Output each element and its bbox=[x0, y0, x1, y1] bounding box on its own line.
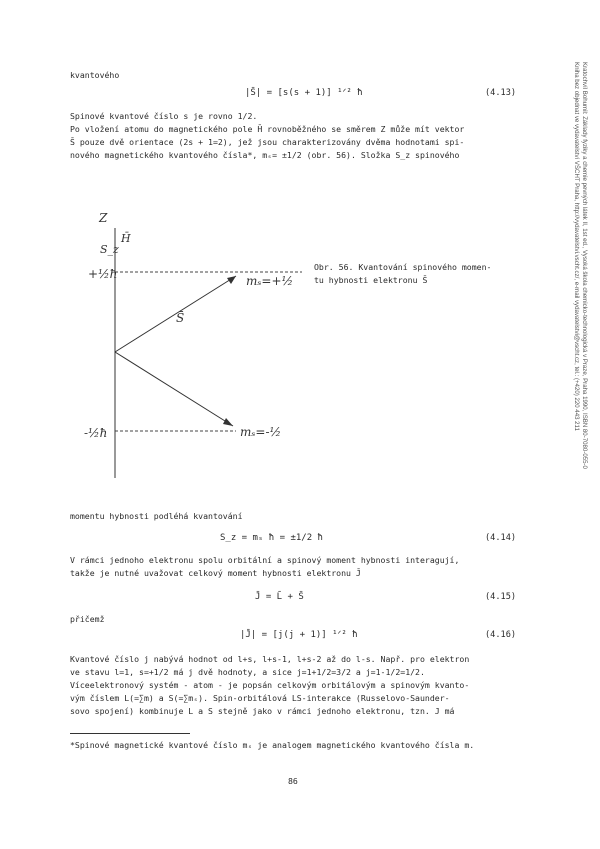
equation-4-14: S_z = mₛ ħ = ±1/2 ħ bbox=[220, 533, 323, 543]
page-number: 86 bbox=[288, 776, 298, 786]
word-pricemz: přičemž bbox=[70, 614, 105, 624]
text-line: Po vložení atomu do magnetického pole H̄ rovnoběžného se směrem Z může mít vektor bbox=[70, 124, 465, 134]
equation-4-13: |S̄| = [s(s + 1)] ¹ᐟ² ħ bbox=[245, 88, 363, 98]
text-line: takže je nutné uvažovat celkový moment hybnosti elektronu J̄ bbox=[70, 568, 361, 578]
equation-number-4-13: (4.13) bbox=[485, 88, 517, 98]
equation-number-4-16: (4.16) bbox=[485, 630, 517, 640]
equation-number-4-14: (4.14) bbox=[485, 533, 517, 543]
text-line: sovo spojení) kombinuje L a S stejně jako v rámci jednoho elektronu, tzn. J má bbox=[70, 706, 455, 716]
sidebar-line-2: Kniha bez objednat ve vydavatelství VŠCHT Praha, http://vydavatelstvi.vscht.cz/, e-mail vydavatelstvi@vscht.cz, tel.: (+420) 220 443 211 bbox=[573, 62, 580, 431]
text-line: Kvantové číslo j nabývá hodnot od l+s, l+s-1, l+s-2 až do l-s. Např. pro elektron bbox=[70, 654, 470, 664]
text-line: Víceelektronový systém - atom - je popsán celkovým orbitálovým a spinovým kvanto- bbox=[70, 680, 470, 690]
z-axis-label: Z bbox=[99, 211, 108, 225]
caption-line-1: Obr. 56. Kvantování spinového momen- bbox=[314, 262, 492, 272]
text-line: vým číslem L(=∑m) a S(=∑mₛ). Spin-orbitálová LS-interakce (Russelovo-Saunder- bbox=[70, 693, 450, 703]
s-vector-label: S̄ bbox=[176, 311, 185, 325]
intro-word: kvantového bbox=[70, 70, 120, 80]
field-h-label: H̄ bbox=[121, 232, 131, 245]
minus-half-label: -½ħ bbox=[84, 426, 108, 440]
footnote-rule bbox=[70, 733, 190, 734]
text-line: Spinové kvantové číslo s je rovno 1/2. bbox=[70, 111, 258, 121]
arrowhead-down bbox=[223, 418, 233, 426]
sidebar-line-1: Kratochvíl Bohumil: Základy fyziky a chemie pevných látek II, 1st ed., Vysoká škola chemicko-technologická v Praze, Praha 1990, ISBN 80-7080-055-0 bbox=[581, 62, 588, 469]
ms-minus-label: mₛ=-½ bbox=[240, 425, 282, 439]
text-line: nového magnetického kvantového čísla*, mₛ= ±1/2 (obr. 56). Složka S_z spinového bbox=[70, 150, 460, 160]
sz-label: S_z bbox=[100, 243, 119, 256]
caption-line-2: tu hybnosti elektronu S̄ bbox=[314, 275, 428, 285]
text-line: V rámci jednoho elektronu spolu orbitální a spinový moment hybnosti interagují, bbox=[70, 555, 460, 565]
text-line: S̄ pouze dvě orientace (2s + 1=2), jež jsou charakterizovány dvěma hodnotami spi- bbox=[70, 137, 465, 147]
spin-vector-down bbox=[115, 352, 233, 426]
equation-4-15: J̄ = L̄ + S̄ bbox=[255, 592, 304, 602]
equation-4-16: |J̄| = [j(j + 1)] ¹ᐟ² ħ bbox=[240, 630, 358, 640]
ms-plus-label: mₛ=+½ bbox=[246, 274, 294, 288]
footnote: *Spinové magnetické kvantové číslo mₛ je analogem magnetického kvantového čísla m. bbox=[70, 740, 475, 750]
text-line: ve stavu l=1, s=+1/2 má j dvě hodnoty, a sice j=1+1/2=3/2 a j=1-1/2=1/2. bbox=[70, 667, 425, 677]
paragraph-quantization: momentu hybnosti podléhá kvantování bbox=[70, 511, 243, 521]
equation-number-4-15: (4.15) bbox=[485, 592, 517, 602]
plus-half-label: +½ħ bbox=[88, 267, 118, 281]
arrowhead-up bbox=[227, 276, 236, 284]
